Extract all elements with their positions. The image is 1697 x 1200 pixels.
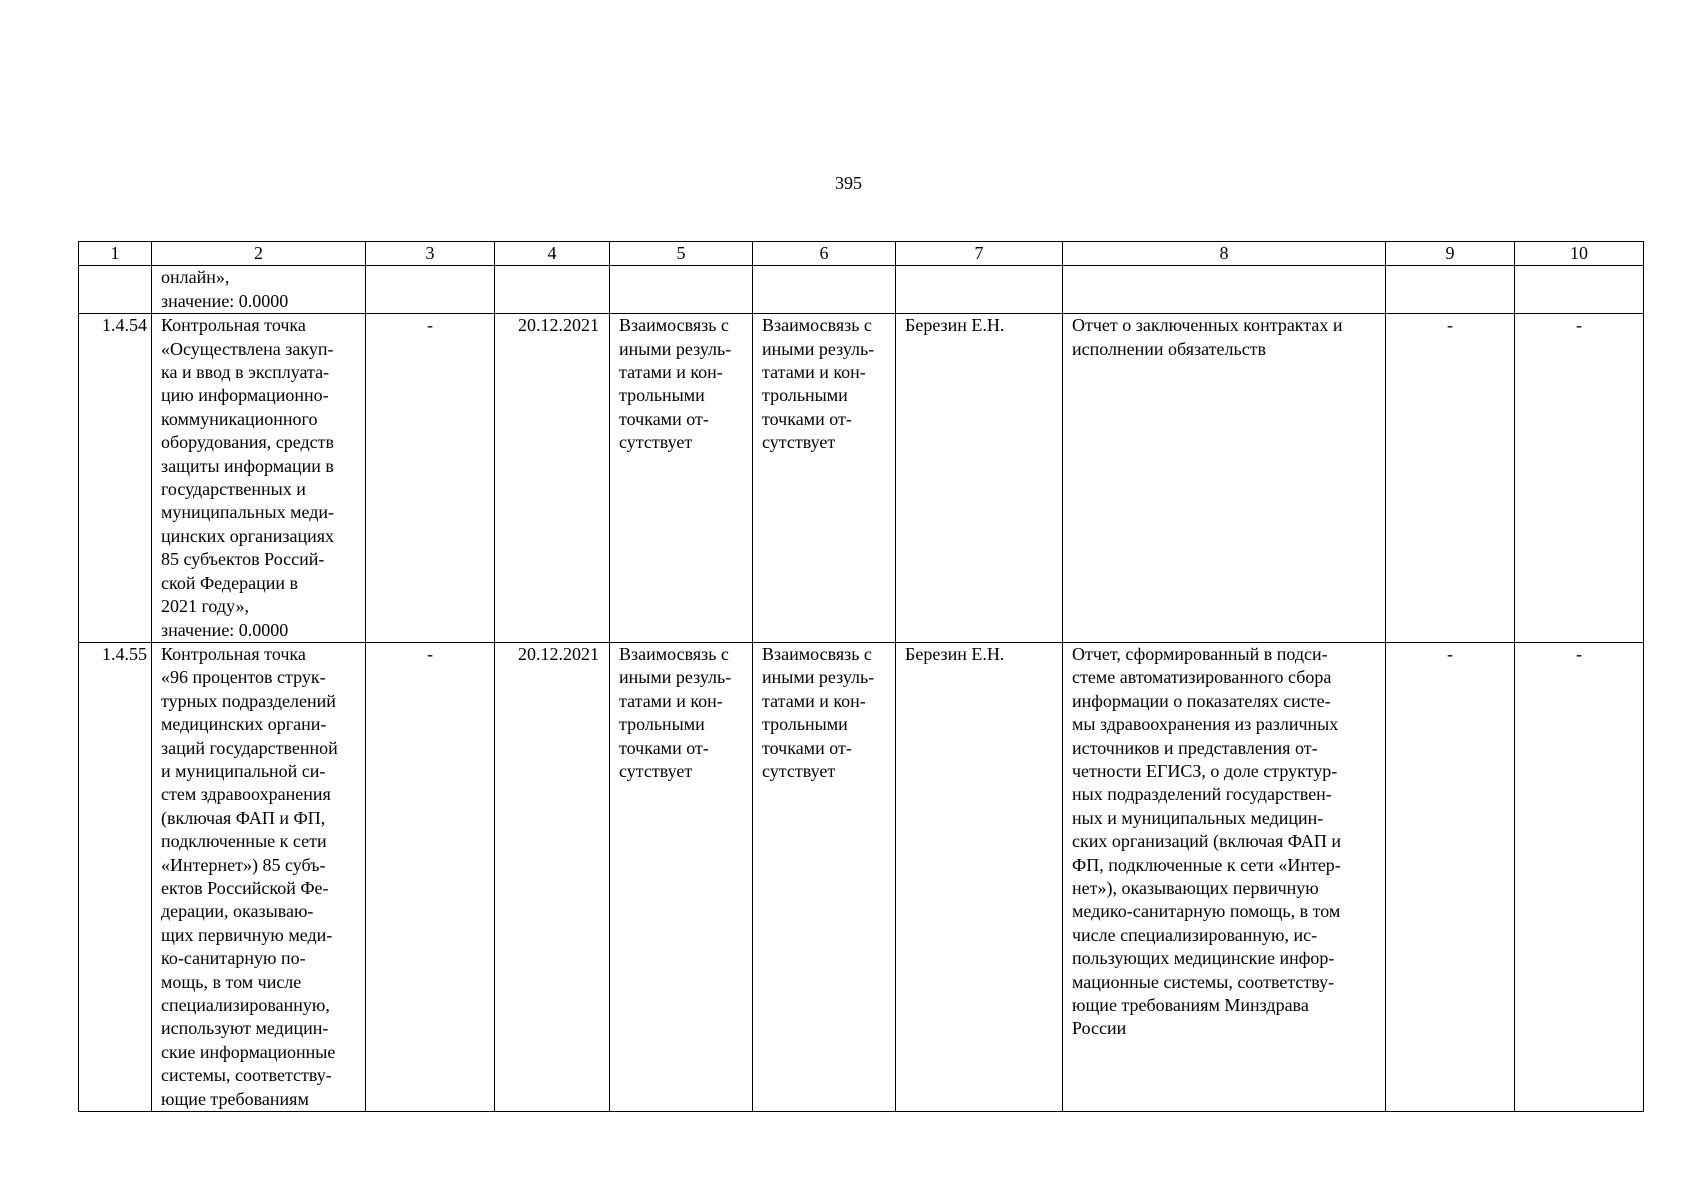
checkpoint-name-cell-line: подключенные к сети — [161, 831, 327, 852]
date-cell: 20.12.2021 — [495, 642, 610, 1111]
relation-cell-line: иными резуль- — [619, 338, 732, 359]
relation-cell-line: точками от- — [762, 737, 852, 758]
relation-cell — [753, 266, 896, 314]
relation-cell-line: сутствует — [762, 432, 836, 453]
header-cell: 10 — [1515, 242, 1644, 266]
checkpoint-name-cell-line: значение: 0.0000 — [161, 619, 289, 640]
page-number: 395 — [835, 173, 862, 193]
checkpoint-name-cell-line: цию информационно- — [161, 385, 329, 406]
document-cell-line: Отчет, сформированный в подси- — [1072, 643, 1328, 664]
date-cell: 20.12.2021 — [495, 314, 610, 643]
relation-cell-line: татами и кон- — [762, 690, 866, 711]
relation-cell — [753, 314, 896, 643]
checkpoint-name-cell-line: цинских организациях — [161, 525, 335, 546]
checkpoint-name-cell-line: дерации, оказываю- — [161, 901, 314, 922]
relation-cell-line: сутствует — [619, 432, 693, 453]
relation-cell-line: иными резуль- — [762, 667, 875, 688]
relation-cell-line: Взаимосвязь с — [762, 315, 872, 336]
checkpoint-name-cell-line: значение: 0.0000 — [161, 290, 289, 311]
table-row — [79, 266, 1644, 314]
row-number-cell: 1.4.54 — [79, 314, 152, 643]
checkpoint-name-cell-line: оборудования, средств — [161, 432, 334, 453]
checkpoint-name-cell-line: онлайн», — [161, 267, 230, 288]
document-cell — [1063, 642, 1386, 1111]
checkpoint-name-cell-line: 85 субъектов Россий- — [161, 549, 325, 570]
header-cell: 8 — [1063, 242, 1386, 266]
header-cell: 1 — [79, 242, 152, 266]
checkpoint-name-cell-line: ка и ввод в эксплуата- — [161, 362, 330, 383]
col10-cell — [1515, 266, 1644, 314]
relation-cell-line: иными резуль- — [762, 338, 875, 359]
relation-cell-line: татами и кон- — [619, 690, 723, 711]
document-cell-line: стеме автоматизированного сбора — [1072, 667, 1332, 688]
col9-cell: - — [1386, 314, 1515, 643]
relation-cell-line: точками от- — [619, 737, 709, 758]
checkpoint-name-cell-line: ко-санитарную по- — [161, 948, 306, 969]
checkpoint-name-cell — [152, 266, 366, 314]
col3-cell: - — [366, 642, 495, 1111]
document-cell-line: пользующих медицинские инфор- — [1072, 948, 1335, 969]
relation-cell-line: татами и кон- — [619, 362, 723, 383]
responsible-cell: Березин Е.Н. — [896, 314, 1063, 643]
document-cell-line: ских организаций (включая ФАП и — [1072, 831, 1342, 852]
col3-cell — [366, 266, 495, 314]
document-cell-line: ных подразделений государствен- — [1072, 784, 1332, 805]
relation-cell-line: точками от- — [762, 408, 852, 429]
document-cell-line: мационные системы, соответству- — [1072, 971, 1335, 992]
relation-cell-line: трольными — [619, 714, 705, 735]
checkpoint-name-cell-line: Контрольная точка — [161, 643, 306, 664]
checkpoint-name-cell-line: заций государственной — [161, 737, 338, 758]
col10-cell: - — [1515, 642, 1644, 1111]
header-cell: 4 — [495, 242, 610, 266]
relation-cell — [753, 642, 896, 1111]
document-cell-line: нет»), оказывающих первичную — [1072, 877, 1319, 898]
responsible-cell: Березин Е.Н. — [896, 642, 1063, 1111]
plan-table — [78, 241, 1644, 1112]
checkpoint-name-cell-line: Контрольная точка — [161, 315, 306, 336]
checkpoint-name-cell-line: мощь, в том числе — [161, 971, 302, 992]
header-cell: 5 — [610, 242, 753, 266]
checkpoint-name-cell — [152, 642, 366, 1111]
checkpoint-name-cell-line: ские информационные — [161, 1041, 336, 1062]
checkpoint-name-cell-line: защиты информации в — [161, 455, 334, 476]
document-cell-line: мы здравоохранения из различных — [1072, 714, 1339, 735]
header-cell: 7 — [896, 242, 1063, 266]
checkpoint-name-cell-line: ской Федерации в — [161, 572, 298, 593]
relation-cell-line: сутствует — [619, 760, 693, 781]
checkpoint-name-cell-line: государственных и — [161, 479, 306, 500]
row-number-cell: 1.4.55 — [79, 642, 152, 1111]
checkpoint-name-cell-line: медицинских органи- — [161, 714, 327, 735]
document-cell-line: информации о показателях систе- — [1072, 690, 1331, 711]
document-cell-line: числе специализированную, ис- — [1072, 924, 1318, 945]
relation-cell-line: точками от- — [619, 408, 709, 429]
checkpoint-name-cell-line: системы, соответству- — [161, 1065, 332, 1086]
header-cell: 6 — [753, 242, 896, 266]
relation-cell — [610, 642, 753, 1111]
checkpoint-name-cell-line: стем здравоохранения — [161, 784, 331, 805]
checkpoint-name-cell-line: щих первичную меди- — [161, 924, 333, 945]
checkpoint-name-cell-line: (включая ФАП и ФП, — [161, 807, 326, 828]
relation-cell-line: сутствует — [762, 760, 836, 781]
relation-cell-line: татами и кон- — [762, 362, 866, 383]
checkpoint-name-cell-line: коммуникационного — [161, 408, 318, 429]
document-cell-line: Отчет о заключенных контрактах и — [1072, 315, 1343, 336]
checkpoint-name-cell-line: турных подразделений — [161, 690, 336, 711]
document-cell — [1063, 266, 1386, 314]
checkpoint-name-cell-line: ющие требованиям — [161, 1088, 309, 1109]
relation-cell-line: иными резуль- — [619, 667, 732, 688]
row-number-cell — [79, 266, 152, 314]
document-cell-line: ФП, подключенные к сети «Интер- — [1072, 854, 1341, 875]
relation-cell-line: трольными — [762, 385, 848, 406]
checkpoint-name-cell-line: «Осуществлена закуп- — [161, 338, 334, 359]
document-cell-line: России — [1072, 1018, 1127, 1039]
checkpoint-name-cell-line: 2021 году», — [161, 596, 250, 617]
col9-cell: - — [1386, 642, 1515, 1111]
header-cell: 2 — [152, 242, 366, 266]
checkpoint-name-cell-line: «Интернет») 85 субъ- — [161, 854, 326, 875]
date-cell — [495, 266, 610, 314]
document-cell-line: исполнении обязательств — [1072, 338, 1267, 359]
document-cell — [1063, 314, 1386, 643]
col10-cell: - — [1515, 314, 1644, 643]
checkpoint-name-cell-line: и муниципальной си- — [161, 760, 326, 781]
relation-cell-line: трольными — [762, 714, 848, 735]
document-cell-line: медико-санитарную помощь, в том — [1072, 901, 1341, 922]
checkpoint-name-cell-line: ектов Российской Фе- — [161, 877, 329, 898]
document-cell-line: ющие требованиям Минздрава — [1072, 995, 1309, 1015]
checkpoint-name-cell-line: «96 процентов струк- — [161, 667, 326, 688]
checkpoint-name-cell — [152, 314, 366, 643]
checkpoint-name-cell-line: муниципальных меди- — [161, 502, 335, 523]
table-row — [79, 642, 1644, 1111]
document-cell-line: источников и представления от- — [1072, 737, 1318, 758]
table-row — [79, 314, 1644, 643]
relation-cell — [610, 314, 753, 643]
document-cell-line: ных и муниципальных медицин- — [1072, 807, 1324, 828]
header-cell: 3 — [366, 242, 495, 266]
relation-cell-line: Взаимосвязь с — [762, 643, 872, 664]
responsible-cell — [896, 266, 1063, 314]
col3-cell: - — [366, 314, 495, 643]
relation-cell-line: Взаимосвязь с — [619, 643, 729, 664]
relation-cell — [610, 266, 753, 314]
col9-cell — [1386, 266, 1515, 314]
header-cell: 9 — [1386, 242, 1515, 266]
relation-cell-line: Взаимосвязь с — [619, 315, 729, 336]
checkpoint-name-cell-line: используют медицин- — [161, 1018, 329, 1039]
document-cell-line: четности ЕГИСЗ, о доле структур- — [1072, 760, 1338, 781]
checkpoint-name-cell-line: специализированную, — [161, 995, 330, 1015]
relation-cell-line: трольными — [619, 385, 705, 406]
header-row — [79, 242, 1644, 266]
